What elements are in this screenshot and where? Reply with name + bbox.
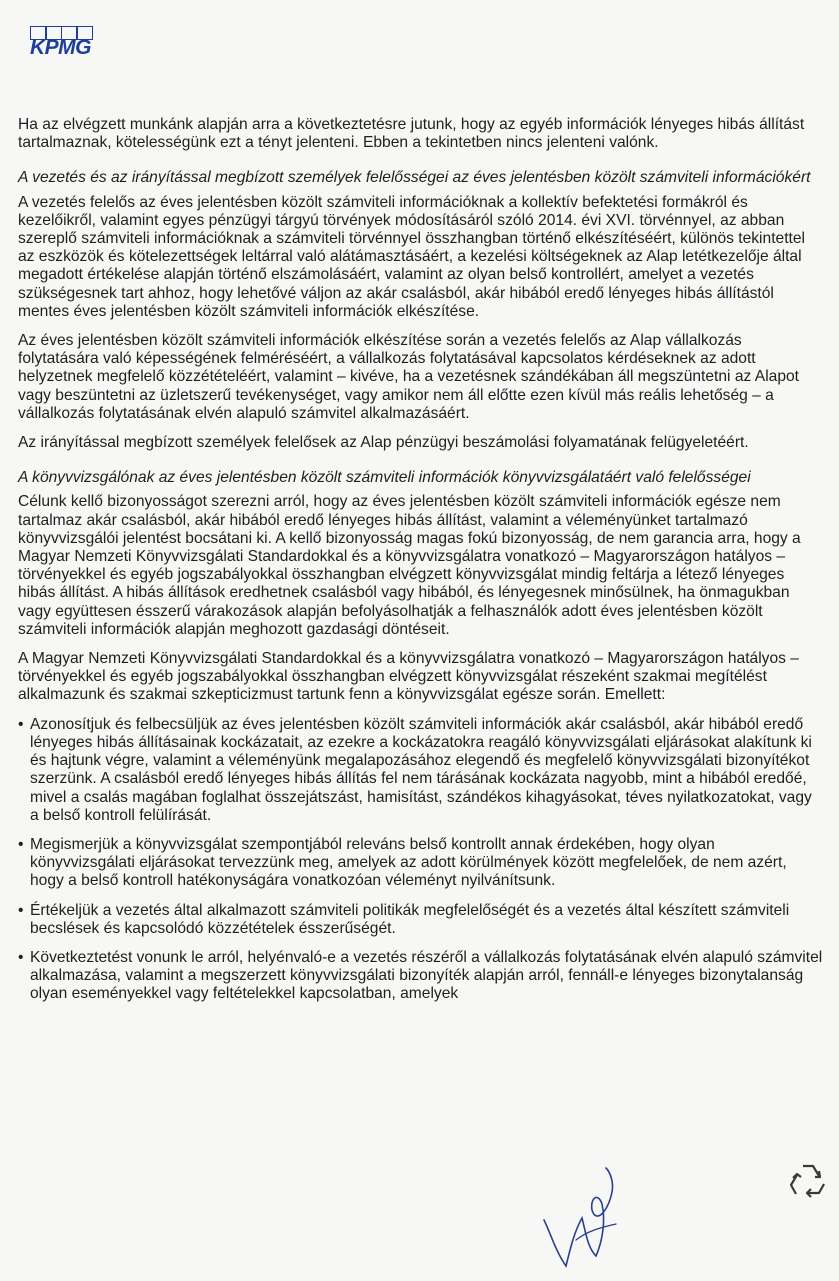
heading-management-responsibilities: A vezetés és az irányítással megbízott személyek felelősségei az éves jelentésben közölt számviteli információkért — [18, 169, 811, 187]
kpmg-logo-text: KPMG — [30, 36, 91, 59]
document-body — [18, 116, 823, 1015]
paragraph-management-responsible: A vezetés felelős az éves jelentésben közölt számviteli információknak a kollektív befektetési formákról és kezelőikről, valamint egyes pénzügyi tárgyú törvények módosításáról szóló 2014. évi XVI. törvénnyel, az abban szereplő számviteli információknak a számviteli törvénnyel összhangban történő elkészítéséért, különös tekintettel az eszközök és kötelezettségek leltárral való alátámasztásáért, a kezelési költségeknek az Alap letétkezelője által megadott értékelése alapján történő elszámolásáért, valamint az olyan belső kontrollért, amelyet a vezetés szükségesnek tart ahhoz, hogy lehetővé váljon az akár csalásból, akár hibából eredő lényeges hibás állítástól mentes éves jelentésben közölt számviteli információk elkészítése. — [18, 193, 806, 320]
bullet-icon: • — [18, 835, 24, 853]
bullet-icon: • — [18, 901, 24, 919]
paragraph-professional-judgement: A Magyar Nemzeti Könyvvizsgálati Standardokkal és a könyvvizsgálatra vonatkozó – Magyarországon hatályos – törvényekkel és egyéb jogszabályokkal összhangban elvégzett könyvvizsgálat részeként szakmai megítélést alkalmazunk és szakmai szkepticizmust tartunk fenn a könyvvizsgálat egésze során. Emellett: — [18, 650, 799, 704]
bullet-icon: • — [18, 948, 24, 966]
handwritten-signature — [536, 1162, 626, 1272]
heading-auditor-responsibilities: A könyvvizsgálónak az éves jelentésben közölt számviteli információk könyvvizsgálatáért való felelősségei — [18, 469, 751, 487]
paragraph-audit-objective: Célunk kellő bizonyosságot szerezni arról, hogy az éves jelentésben közölt számviteli információk egésze nem tartalmaz akár csalásból, akár hibából eredő lényeges hibás állítást, valamint a véleményünket tartalmazó könyvvizsgálói jelentést bocsátani ki. A kellő bizonyosság magas fokú bizonyosság, de nem garancia arra, hogy a Magyar Nemzeti Könyvvizsgálati Standardokkal és a könyvvizsgálatra vonatkozó – Magyarországon hatályos – törvényekkel és egyéb jogszabályokkal összhangban elvégzett könyvvizsgálat mindig feltárja a létező lényeges hibás állítást. A hibás állítások eredhetnek csalásból vagy hibából, és lényegesnek minősülnek, ha önmagukban vagy együttesen ésszerű várakozások alapján befolyásolhatják a felhasználók adott éves jelentésben közölt számviteli információk alapján meghozott gazdasági döntéseit. — [18, 493, 801, 638]
list-item: • Következtetést vonunk le arról, helyénvaló-e a vezetés részéről a vállalkozás folytatásának elvén alapuló számvitel alkalmazása, valamint a megszerzett könyvvizsgálati bizonyíték alapján arról, fennáll-e lényeges bizonytalanság olyan eseményekkel vagy feltételekkel kapcsolatban, amelyek — [18, 948, 823, 1003]
paragraph-going-concern: Az éves jelentésben közölt számviteli információk elkészítése során a vezetés felelős az Alap vállalkozás folytatására való képességének felméréséért, a vállalkozás folytatásával kapcsolatos kérdéseknek az adott helyzetnek megfelelő közzétételéért, valamint – kivéve, ha a vezetésnek szándékában áll megszüntetni az Alapot vagy beszüntetni az üzletszerű tevékenységet, vagy amikor nem áll előtte ezen kívül más reális lehetőség – a vállalkozás folytatásának elvén alapuló számvitel alkalmazásáért. — [18, 332, 800, 422]
paragraph-other-information: Ha az elvégzett munkánk alapján arra a következtetésre jutunk, hogy az egyéb információk lényeges hibás állítást tartalmaznak, kötelességünk ezt a tényt jelenteni. Ebben a tekintetben nincs jelenteni valónk. — [18, 116, 805, 152]
bullet-icon: • — [18, 715, 24, 733]
recycle-icon — [784, 1158, 832, 1206]
paragraph-governance-oversight: Az irányítással megbízott személyek felelősek az Alap pénzügyi beszámolási folyamatának felügyeletéért. — [18, 434, 749, 452]
list-item: • Értékeljük a vezetés által alkalmazott számviteli politikák megfelelőségét és a vezetés által készített számviteli becslések és kapcsolódó közzétételek ésszerűségét. — [18, 901, 790, 937]
kpmg-logo — [30, 26, 108, 66]
list-item: • Megismerjük a könyvvizsgálat szempontjából releváns belső kontrollt annak érdekében, hogy olyan könyvvizsgálati eljárásokat tervezzünk meg, amelyek az adott körülmények között megfelelőek, de nem azért, hogy a belső kontroll hatékonyságára vonatkozóan véleményt nyilvánítsunk. — [18, 835, 787, 890]
list-item: • Azonosítjuk és felbecsüljük az éves jelentésben közölt számviteli információk akár csalásból, akár hibából eredő lényeges hibás állításainak kockázatait, az ezekre a kockázatokra reagáló könyvvizsgálati eljárásokat alakítunk ki és hajtunk végre, valamint a véleményünk megalapozásához elegendő és megfelelő könyvvizsgálati bizonyítékot szerzünk. A csalásból eredő lényeges hibás állítás fel nem tárásának kockázata nagyobb, mint a hibából eredőé, mivel a csalás magában foglalhat összejátszást, hamisítást, szándékos kihagyásokat, téves nyilatkozatokat, vagy a belső kontroll felülírását. — [18, 715, 812, 824]
